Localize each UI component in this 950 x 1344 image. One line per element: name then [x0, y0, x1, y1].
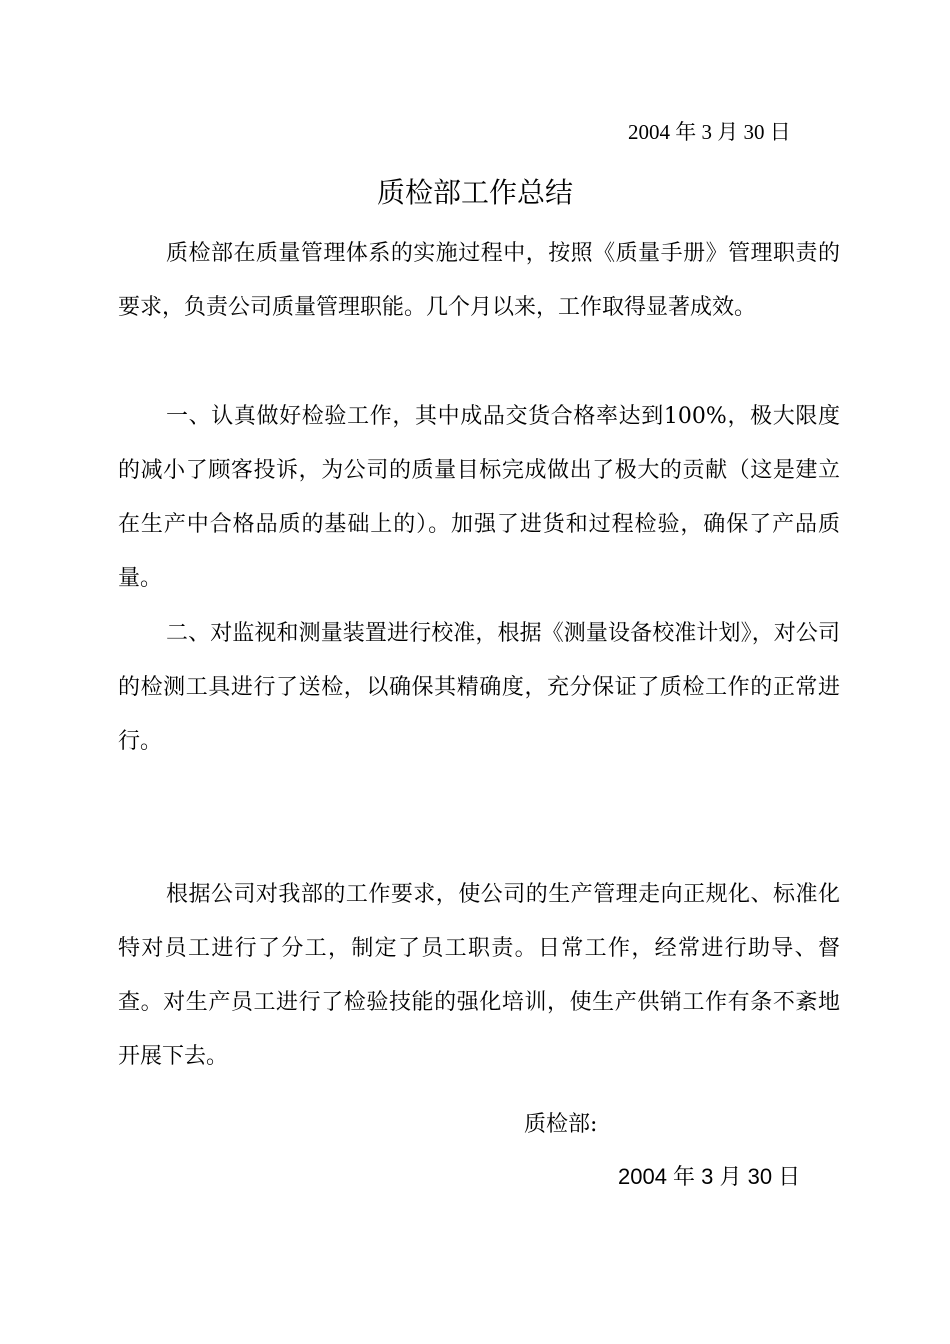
item-one-paragraph: 一、认真做好检验工作，其中成品交货合格率达到100%，极大限度的减小了顾客投诉，为公司的质量目标完成做出了极大的贡献（这是建立在生产中合格品质的基础上的）。加强了进货和过程检验，确保了产品质量。: [118, 404, 840, 591]
header-date: 2004 年 3 月 30 日: [628, 120, 791, 144]
signature-department: 质检部:: [524, 1112, 598, 1137]
closing-paragraph: 根据公司对我部的工作要求，使公司的生产管理走向正规化、标准化特对员工进行了分工，制定了员工职责。日常工作，经常进行助导、督查。对生产员工进行了检验技能的强化培训，使生产供销工作有条不紊地开展下去。: [118, 882, 840, 1069]
item-two-paragraph: 二、对监视和测量装置进行校准，根据《测量设备校准计划》，对公司的检测工具进行了送检，以确保其精确度，充分保证了质检工作的正常进行。: [118, 621, 840, 754]
document-title: 质检部工作总结: [376, 176, 573, 209]
intro-paragraph: 质检部在质量管理体系的实施过程中，按照《质量手册》管理职责的要求，负责公司质量管理职能。几个月以来，工作取得显著成效。: [118, 241, 840, 320]
signature-date: 2004 年 3 月 30 日: [618, 1164, 801, 1189]
